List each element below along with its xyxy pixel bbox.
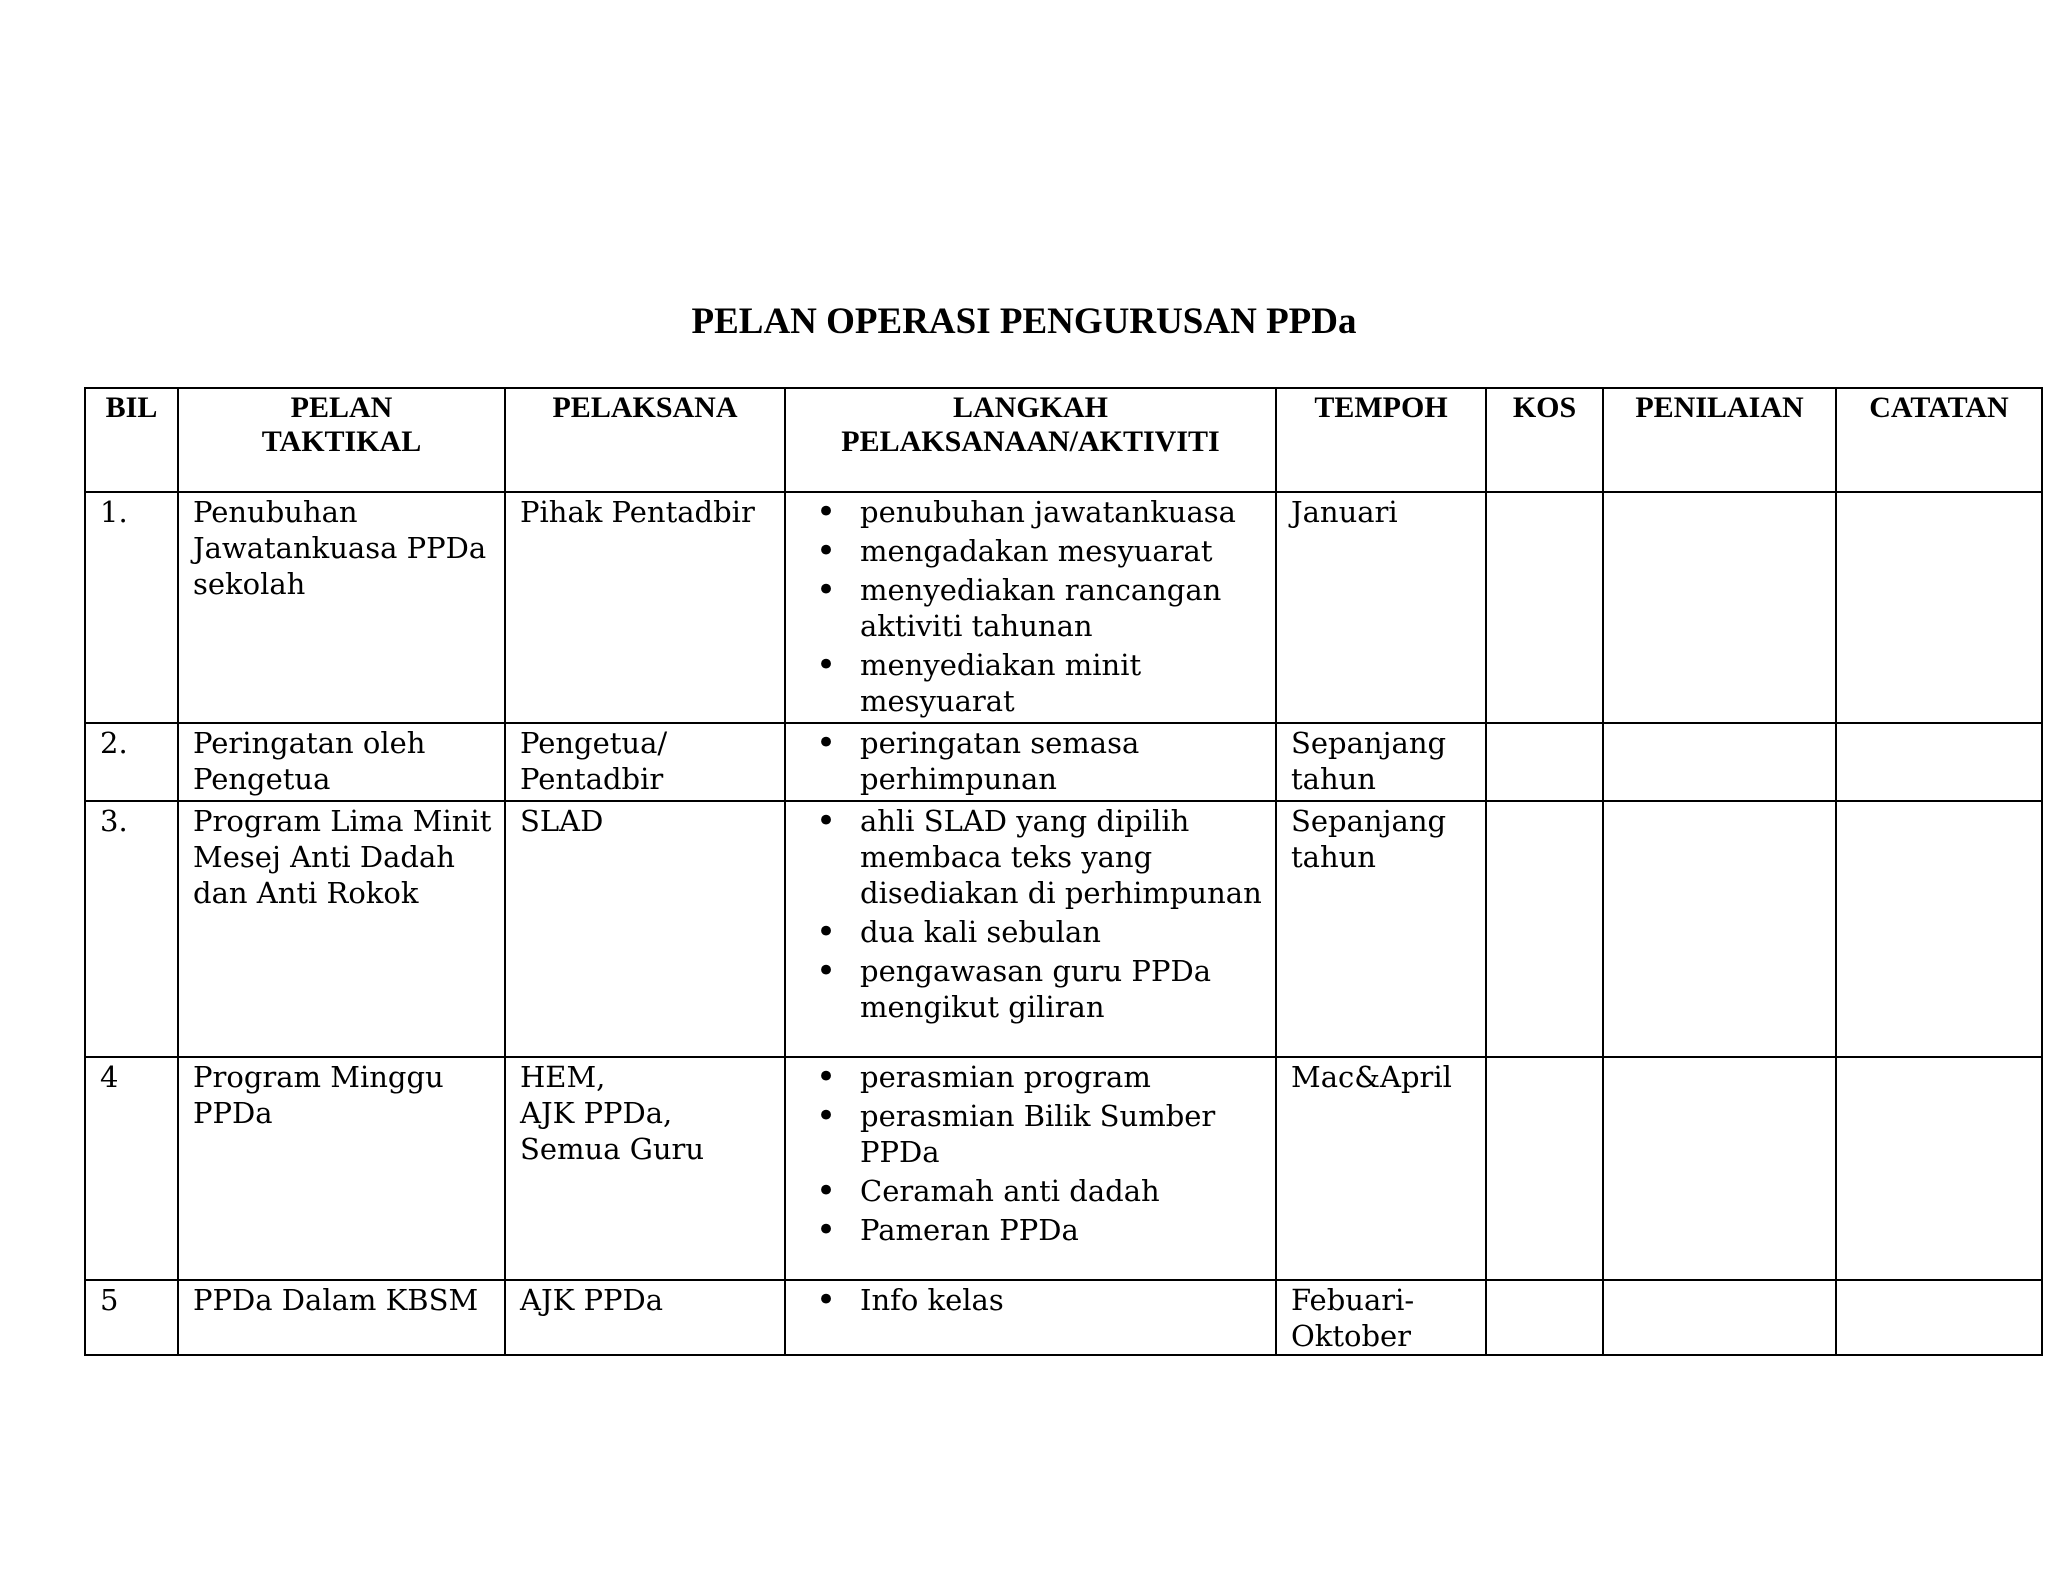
activity-list <box>800 494 1275 719</box>
header-row <box>85 388 2042 492</box>
column-header-pelan-taktikal: PELAN TAKTIKAL <box>178 388 505 492</box>
cell-pelan-taktikal: Program Lima Minit Mesej Anti Dadah dan Anti Rokok <box>178 801 505 1057</box>
list-item: • menyediakan rancangan aktiviti tahunan <box>860 572 1275 644</box>
table-row <box>85 801 2042 1057</box>
list-item: • Info kelas <box>860 1282 1275 1318</box>
list-item: • menyediakan minit mesyuarat <box>860 647 1275 719</box>
activity-list <box>800 803 1275 1025</box>
table-row <box>85 492 2042 723</box>
cell-langkah <box>785 1280 1276 1355</box>
cell-penilaian <box>1603 723 1836 801</box>
list-item: • perasmian Bilik Sumber PPDa <box>860 1098 1275 1170</box>
cell-catatan <box>1836 723 2042 801</box>
cell-tempoh: Sepanjang tahun <box>1276 801 1486 1057</box>
cell-kos <box>1486 801 1603 1057</box>
table-row <box>85 723 2042 801</box>
list-item: • ahli SLAD yang dipilih membaca teks yang disediakan di perhimpunan <box>860 803 1275 911</box>
cell-pelan-taktikal: Program Minggu PPDa <box>178 1057 505 1280</box>
cell-kos <box>1486 1057 1603 1280</box>
activity-list <box>800 725 1275 797</box>
cell-langkah <box>785 492 1276 723</box>
cell-bil: 5 <box>85 1280 178 1355</box>
cell-bil: 2. <box>85 723 178 801</box>
cell-bil: 1. <box>85 492 178 723</box>
cell-catatan <box>1836 492 2042 723</box>
cell-pelan-taktikal: Penubuhan Jawatankuasa PPDa sekolah <box>178 492 505 723</box>
table-row <box>85 1057 2042 1280</box>
cell-catatan <box>1836 1280 2042 1355</box>
cell-kos <box>1486 723 1603 801</box>
list-item: • dua kali sebulan <box>860 914 1275 950</box>
cell-pelan-taktikal: PPDa Dalam KBSM <box>178 1280 505 1355</box>
column-header-tempoh: TEMPOH <box>1276 388 1486 492</box>
activity-list <box>800 1059 1275 1248</box>
cell-pelaksana: AJK PPDa <box>505 1280 785 1355</box>
cell-catatan <box>1836 801 2042 1057</box>
column-header-pelaksana: PELAKSANA <box>505 388 785 492</box>
column-header-bil: BIL <box>85 388 178 492</box>
cell-bil: 4 <box>85 1057 178 1280</box>
cell-catatan <box>1836 1057 2042 1280</box>
list-item: • pengawasan guru PPDa mengikut giliran <box>860 953 1275 1025</box>
cell-pelan-taktikal: Peringatan oleh Pengetua <box>178 723 505 801</box>
cell-penilaian <box>1603 1280 1836 1355</box>
cell-pelaksana: HEM, AJK PPDa, Semua Guru <box>505 1057 785 1280</box>
cell-pelaksana: SLAD <box>505 801 785 1057</box>
cell-tempoh: Sepanjang tahun <box>1276 723 1486 801</box>
column-header-kos: KOS <box>1486 388 1603 492</box>
cell-bil: 3. <box>85 801 178 1057</box>
cell-penilaian <box>1603 1057 1836 1280</box>
cell-pelaksana: Pihak Pentadbir <box>505 492 785 723</box>
list-item: • peringatan semasa perhimpunan <box>860 725 1275 797</box>
list-item: • penubuhan jawatankuasa <box>860 494 1275 530</box>
activity-list <box>800 1282 1275 1318</box>
list-item: • mengadakan mesyuarat <box>860 533 1275 569</box>
operation-plan-table <box>84 387 2043 1356</box>
column-header-langkah: LANGKAH PELAKSANAAN/AKTIVITI <box>785 388 1276 492</box>
list-item: • perasmian program <box>860 1059 1275 1095</box>
cell-kos <box>1486 492 1603 723</box>
cell-pelaksana: Pengetua/ Pentadbir <box>505 723 785 801</box>
cell-penilaian <box>1603 492 1836 723</box>
cell-tempoh: Januari <box>1276 492 1486 723</box>
list-item: • Ceramah anti dadah <box>860 1173 1275 1209</box>
cell-kos <box>1486 1280 1603 1355</box>
column-header-penilaian: PENILAIAN <box>1603 388 1836 492</box>
cell-langkah <box>785 723 1276 801</box>
cell-tempoh: Mac&April <box>1276 1057 1486 1280</box>
cell-langkah <box>785 801 1276 1057</box>
table-row <box>85 1280 2042 1355</box>
cell-penilaian <box>1603 801 1836 1057</box>
list-item: • Pameran PPDa <box>860 1212 1275 1248</box>
cell-langkah <box>785 1057 1276 1280</box>
document-title: PELAN OPERASI PENGURUSAN PPDa <box>691 301 1357 342</box>
column-header-catatan: CATATAN <box>1836 388 2042 492</box>
cell-tempoh: Febuari- Oktober <box>1276 1280 1486 1355</box>
